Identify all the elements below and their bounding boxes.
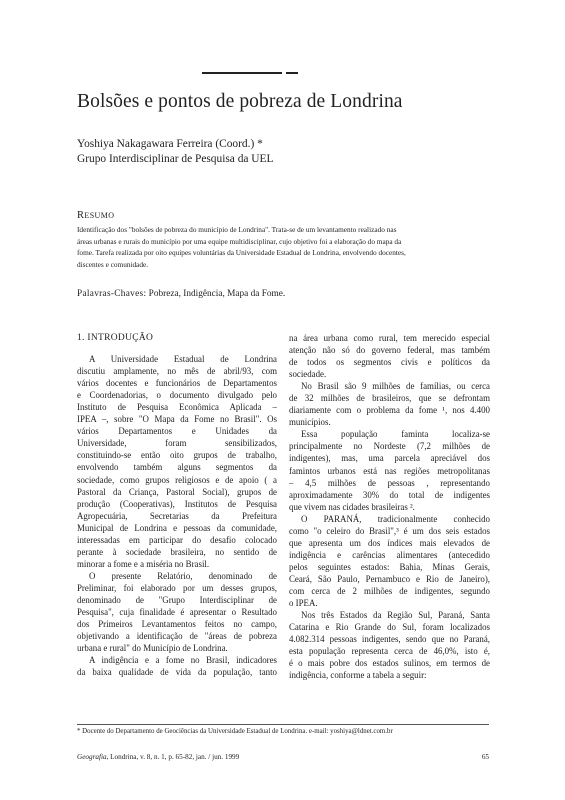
body-text-line: como "o celeiro do Brasil",³ é um dos seis estados: [289, 525, 490, 536]
journal-name: Geografia: [77, 753, 107, 761]
body-text-line: Pesquisa", cuja finalidade é apresentar o Resultado: [77, 607, 277, 618]
body-text-line: da baixa qualidade de vida da população, tanto: [77, 667, 277, 678]
affiliation: Grupo Interdisciplinar de Pesquisa da UEL: [77, 153, 274, 165]
abstract-line: Identificação dos "bolsões de pobreza do município de Londrina". Trata-se de um levantamento realizado nas: [77, 225, 397, 234]
article-title: Bolsões e pontos de pobreza de Londrina: [77, 91, 403, 112]
body-text-line: esta população representa cerca de 46,0%, isto é,: [289, 646, 490, 657]
abstract-heading-rest: ESUMO: [84, 211, 115, 220]
keywords-label: Palavras-Chaves:: [77, 289, 147, 299]
footnote-rule: [77, 724, 489, 725]
body-text-line: 4.082.314 pessoas indigentes, sendo que no Paraná,: [289, 634, 490, 645]
body-text-line: vários docentes e funcionários de Departamentos: [77, 378, 277, 389]
abstract-line: discentes e comunidade.: [77, 259, 149, 269]
top-rule: [202, 72, 282, 74]
body-text-line: interessadas em participar do desafio colocado: [77, 534, 277, 545]
body-text-line: na área urbana como rural, tem merecido especial: [289, 333, 490, 343]
body-text-line: O PARANÁ, tradicionalmente conhecido: [301, 513, 490, 524]
journal-citation: , Londrina, v. 8, n. 1, p. 65-82, jan. / jun. 1999: [106, 753, 240, 761]
body-text-line: diariamente com o problema da fome ¹, nos 4.400: [289, 405, 490, 416]
body-text-line: perante à sociedade brasileira, no sentido de: [77, 546, 277, 557]
body-text-line: Pastoral da Criança, Pastoral Social), grupos de: [77, 486, 277, 497]
body-text-line: minorar a fome e a miséria no Brasil.: [77, 558, 210, 569]
body-text-line: A Universidade Estadual de Londrina: [89, 354, 277, 365]
body-text-line: IPEA –, sobre "O Mapa da Fome no Brasil". Os: [77, 414, 277, 425]
body-text-line: Agropecuária, Secretarias da Prefeitura: [77, 510, 277, 521]
body-text-line: indigência, conforme a tabela a seguir:: [289, 670, 427, 681]
body-text-line: urbana e rural" do Município de Londrina.: [77, 643, 228, 654]
page-footer: [77, 753, 489, 761]
body-text-line: aproximadamente 30% do total de indigentes: [289, 489, 490, 500]
right-column-text: [289, 332, 490, 681]
author-line: Yoshiya Nakagawara Ferreira (Coord.) *: [77, 138, 263, 150]
body-text-line: Universidade, foram sensibilizados,: [77, 438, 277, 449]
body-text-line: Nos três Estados da Região Sul, Paraná, Santa: [301, 610, 490, 621]
body-text-line: Municipal de Londrina e pessoas da comunidade,: [77, 522, 277, 533]
body-text-line: – 4,5 milhões de pessoas , representando: [289, 477, 490, 488]
footnote: * Docente do Departamento de Geociências da Universidade Estadual de Londrina. e-mail: yoshiya@ldnet.com.br: [77, 728, 393, 735]
body-text-line: indigentes), mas, uma parcela apreciável dos: [289, 453, 490, 464]
body-text-line: discutiu amplamente, no mês de abril/93, com: [77, 366, 277, 377]
body-text-line: de todos os segmentos civis e políticos da: [289, 357, 490, 368]
body-text-line: com cerca de 2 milhões de indigentes, segundo: [289, 585, 490, 596]
body-text-line: envolvendo também alguns segmentos da: [77, 462, 277, 473]
top-rule-segment: [286, 72, 298, 74]
body-column-right: [289, 332, 490, 681]
body-text-line: vários Departamentos e Unidades da: [77, 426, 277, 437]
author-block: [77, 137, 273, 167]
body-text-line: A indigência e a fome no Brasil, indicadores: [89, 655, 277, 666]
body-text-line: pelos seguintes estados: Bahia, Minas Gerais,: [289, 561, 490, 572]
body-text-line: objetivando a identificação de "áreas de pobreza: [77, 631, 277, 642]
body-column-left: [77, 332, 277, 678]
body-text-line: que apresenta um dos índices mais elevados de: [289, 537, 490, 548]
body-text-line: Catarina e Rio Grande do Sul, foram localizados: [289, 622, 490, 633]
body-text-line: que vivem nas cidades brasileiras ².: [289, 501, 415, 512]
abstract-line: áreas urbanas e rurais do município por uma equipe multidisciplinar, cujo objetivo foi a elaboração do mapa da: [77, 236, 402, 246]
body-text-line: Instituto de Pesquisa Econômica Aplicada –: [77, 402, 277, 413]
body-text-line: denominado de "Grupo Interdisciplinar de: [77, 594, 277, 605]
abstract-line: fome. Tarefa realizada por oito equipes voluntárias da Universidade Estadual de Londrina, envolvendo docentes,: [77, 248, 406, 258]
abstract-heading: [77, 210, 114, 221]
body-text-line: produção (Cooperativas), Institutos de Pesquisa: [77, 498, 277, 509]
body-text-line: municípios.: [289, 417, 331, 428]
body-text-line: atenção não só do governo federal, mas também: [289, 345, 490, 356]
abstract-text: [77, 224, 488, 270]
body-text-line: de 32 milhões de brasileiros, que se defrontam: [289, 393, 490, 404]
body-text-line: Ceará, São Paulo, Pernambuco e Rio de Janeiro),: [289, 573, 490, 584]
abstract-heading-initial: R: [77, 210, 85, 221]
body-text-line: dos Primeiros Levantamentos feitos no campo,: [77, 619, 277, 630]
body-text-line: Preliminar, foi elaborado por um desses grupos,: [77, 582, 277, 593]
body-text-line: O presente Relatório, denominado de: [89, 570, 277, 581]
page-number: 65: [481, 753, 489, 761]
body-text-line: sociedade.: [289, 369, 327, 380]
keywords-values: Pobreza, Indigência, Mapa da Fome.: [148, 289, 286, 299]
body-text-line: indigência e carências alimentares (antecedido: [289, 549, 490, 560]
body-text-line: é o mais pobre dos estados sulinos, em termos de: [289, 658, 490, 669]
body-text-line: Essa população faminta localiza-se: [301, 429, 490, 440]
body-text-line: principalmente no Nordeste (7,2 milhões de: [289, 441, 490, 452]
body-text-line: e Coordenadorias, o documento divulgado pelo: [77, 390, 277, 401]
body-text-line: famintos urbanos está nas regiões metropolitanas: [289, 465, 490, 476]
body-text-line: No Brasil são 9 milhões de famílias, ou cerca: [301, 381, 490, 392]
keywords: [77, 289, 285, 299]
body-text-line: o IPEA.: [289, 598, 318, 609]
body-text-line: sociedade, como grupos religiosos e de apoio ( a: [77, 474, 277, 485]
body-text-line: constituindo-se então oito grupos de trabalho,: [77, 450, 277, 461]
section-heading: 1. INTRODUÇÃO: [77, 333, 154, 343]
left-column-text: [77, 353, 277, 678]
